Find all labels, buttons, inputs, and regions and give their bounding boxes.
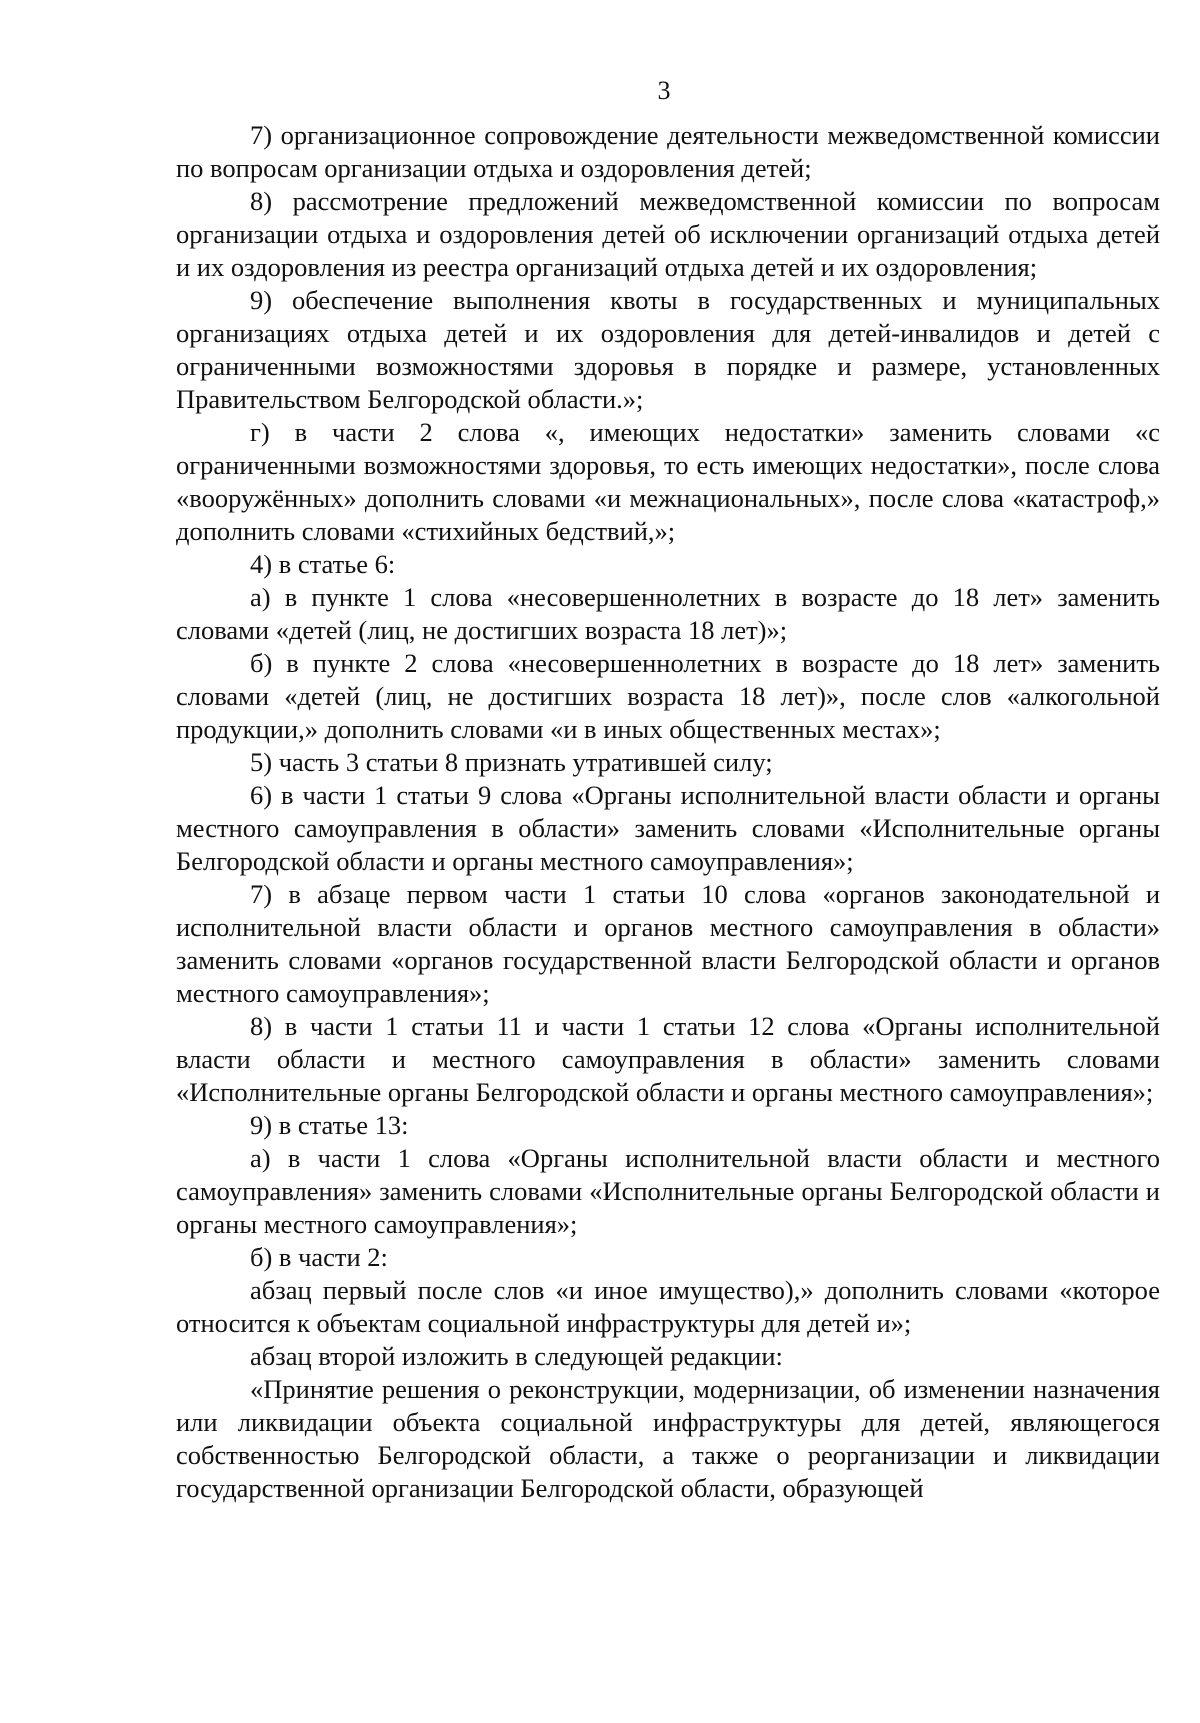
paragraph-new-wording: «Принятие решения о реконструкции, модернизации, об изменении назначения или ликвидации объекта социальной инфраструктуры для детей, являющегося собственностью Белгородской области, а также о реорганизации и ликвидации государственной организации Белгородской области, образующей (176, 1374, 1160, 1503)
paragraph-article-13: 9) в статье 13: (250, 1110, 409, 1140)
paragraph-article-8: 5) часть 3 статьи 8 признать утратившей силу; (250, 747, 773, 777)
paragraph-subitem-g: г) в части 2 слова «, имеющих недостатки» заменить словами «с ограниченными возможностями здоровья, то есть имеющих недостатки», после слова «вооружённых» дополнить словами «и межнациональных», после слова «катастроф,» дополнить словами «стихийных бедствий,»; (176, 417, 1160, 546)
paragraph-item-9: 9) обеспечение выполнения квоты в государственных и муниципальных организациях отдыха детей и их оздоровления для детей-инвалидов и детей с ограниченными возможностями здоровья в порядке и размере, установленных Правительством Белгородской области.»; (176, 285, 1160, 414)
paragraph-article-6-b: б) в пункте 2 слова «несовершеннолетних в возрасте до 18 лет» заменить словами «детей (лиц, не достигших возраста 18 лет)», после слов «алкогольной продукции,» дополнить словами «и в иных общественных местах»; (176, 648, 1160, 744)
paragraph-first-abzac: абзац первый после слов «и иное имущество),» дополнить словами «которое относится к объектам социальной инфраструктуры для детей и»; (176, 1275, 1160, 1338)
paragraph-article-13-b: б) в части 2: (250, 1242, 388, 1272)
paragraph-article-10: 7) в абзаце первом части 1 статьи 10 слова «органов законодательной и исполнительной власти области и органов местного самоуправления в области» заменить словами «органов государственной власти Белгородской области и органов местного самоуправления»; (176, 879, 1160, 1008)
document-body (176, 119, 1160, 1505)
paragraph-article-6-a: а) в пункте 1 слова «несовершеннолетних в возрасте до 18 лет» заменить словами «детей (лиц, не достигших возраста 18 лет)»; (176, 582, 1160, 645)
paragraph-second-abzac: абзац второй изложить в следующей редакции: (250, 1341, 783, 1371)
paragraph-article-9: 6) в части 1 статьи 9 слова «Органы исполнительной власти области и органы местного самоуправления в области» заменить словами «Исполнительные органы Белгородской области и органы местного самоуправления»; (176, 780, 1160, 876)
paragraph-articles-11-12: 8) в части 1 статьи 11 и части 1 статьи 12 слова «Органы исполнительной власти области и местного самоуправления в области» заменить словами «Исполнительные органы Белгородской области и органы местного самоуправления»; (176, 1011, 1160, 1107)
paragraph-item-8: 8) рассмотрение предложений межведомственной комиссии по вопросам организации отдыха и оздоровления детей об исключении организаций отдыха детей и их оздоровления из реестра организаций отдыха детей и их оздоровления; (176, 186, 1160, 282)
page-number: 3 (657, 76, 671, 105)
paragraph-article-6: 4) в статье 6: (250, 549, 396, 579)
paragraph-item-7: 7) организационное сопровождение деятельности межведомственной комиссии по вопросам организации отдыха и оздоровления детей; (176, 120, 1160, 183)
paragraph-article-13-a: а) в части 1 слова «Органы исполнительной власти области и местного самоуправления» заменить словами «Исполнительные органы Белгородской области и органы местного самоуправления»; (176, 1143, 1160, 1239)
